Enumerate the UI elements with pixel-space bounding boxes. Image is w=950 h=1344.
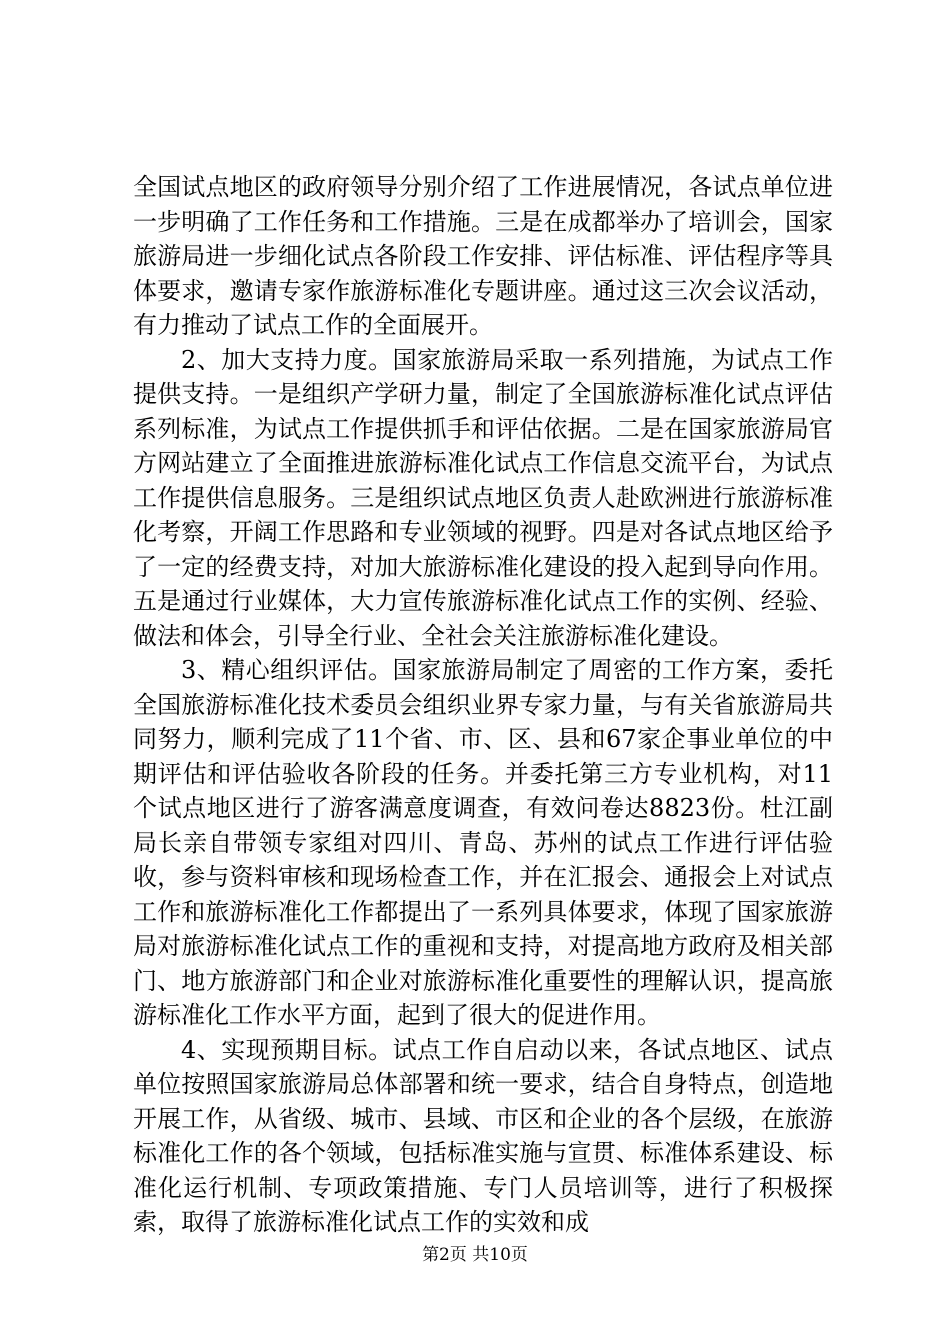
document-body [133,170,833,1240]
page-footer: 第2页 共10页 [422,1245,528,1265]
paragraph-evaluation: 3、精心组织评估。国家旅游局制定了周密的工作方案，委托全国旅游标准化技术委员会组织业界专家力量，与有关省旅游局共同努力，顺利完成了11个省、市、区、县和67家企事业单位的中期评估和评估验收各阶段的任务。并委托第三方专业机构，对11个试点地区进行了游客满意度调查，有效问卷达8823份。杜江副局长亲自带领专家组对四川、青岛、苏州的试点工作进行评估验收，参与资料审核和现场检查工作，并在汇报会、通报会上对试点工作和旅游标准化工作都提出了一系列具体要求，体现了国家旅游局对旅游标准化试点工作的重视和支持，对提高地方政府及相关部门、地方旅游部门和企业对旅游标准化重要性的理解认识，提高旅游标准化工作水平方面，起到了很大的促进作用。 [133,656,833,1029]
paragraph-support-measures: 2、加大支持力度。国家旅游局采取一系列措施，为试点工作提供支持。一是组织产学研力量，制定了全国旅游标准化试点评估系列标准，为试点工作提供抓手和评估依据。二是在国家旅游局官方网站建立了全面推进旅游标准化试点工作信息交流平台，为试点工作提供信息服务。三是组织试点地区负责人赴欧洲进行旅游标准化考察，开阔工作思路和专业领域的视野。四是对各试点地区给予了一定的经费支持，对加大旅游标准化建设的投入起到导向作用。五是通过行业媒体，大力宣传旅游标准化试点工作的实例、经验、做法和体会，引导全行业、全社会关注旅游标准化建设。 [133,345,833,650]
paragraph-continuation: 全国试点地区的政府领导分别介绍了工作进展情况，各试点单位进一步明确了工作任务和工作措施。三是在成都举办了培训会，国家旅游局进一步细化试点各阶段工作安排、评估标准、评估程序等具体要求，邀请专家作旅游标准化专题讲座。通过这三次会议活动，有力推动了试点工作的全面展开。 [133,173,833,339]
paragraph-goals: 4、实现预期目标。试点工作自启动以来，各试点地区、试点单位按照国家旅游局总体部署和统一要求，结合自身特点，创造地开展工作，从省级、城市、县域、市区和企业的各个层级，在旅游标准化工作的各个领域，包括标准实施与宣贯、标准体系建设、标准化运行机制、专项政策措施、专门人员培训等，进行了积极探索，取得了旅游标准化试点工作的实效和成 [133,1035,833,1236]
